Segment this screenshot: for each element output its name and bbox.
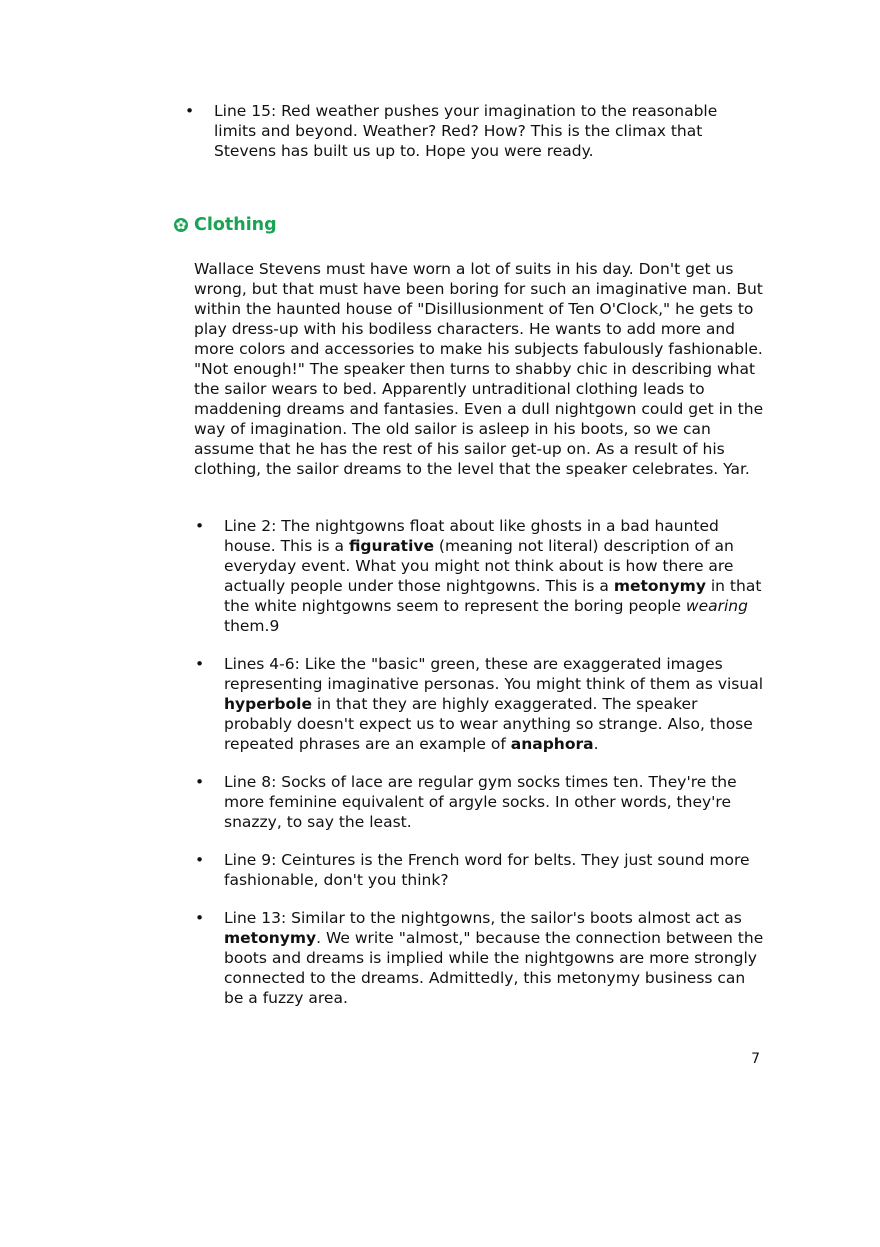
bullet-text: Line 15: Red weather pushes your imagination to the reasonable limits and beyond. Weather? Red? How? This is the climax that Stevens has built us up to. Hope you were ready.	[214, 102, 718, 160]
term-metonymy: metonymy	[224, 929, 317, 947]
bullet-text: .	[593, 735, 599, 753]
bullet-text: Line 8: Socks of lace are regular gym socks times ten. They're the more feminine equivalent of argyle socks. In other words, they're snazzy, to say the least.	[224, 773, 737, 831]
bullet-text: in that they are highly exaggerated. The speaker probably doesn't expect us to wear anything so strange. Also, those repeated phrases are an example of	[224, 695, 753, 753]
list-item	[194, 516, 764, 636]
term-figurative: figurative	[348, 537, 434, 555]
list-item	[194, 772, 764, 832]
section-title: Clothing	[194, 215, 277, 235]
clothing-bullet-list	[194, 516, 764, 1026]
bullet-text: them.9	[224, 617, 280, 635]
term-metonymy: metonymy	[613, 577, 706, 595]
list-item	[194, 850, 764, 890]
bullet-text: Lines 4-6: Like the "basic" green, these are exaggerated images representing imaginative personas. You might think of them as visual	[224, 655, 763, 693]
flower-icon	[174, 218, 188, 232]
bullet-text: Line 13: Similar to the nightgowns, the sailor's boots almost act as	[224, 909, 742, 927]
term-hyperbole: hyperbole	[224, 695, 312, 713]
bullet-text: Line 9: Ceintures is the French word for belts. They just sound more fashionable, don't you think?	[224, 851, 750, 889]
list-item	[194, 654, 764, 754]
list-item	[194, 908, 764, 1008]
list-item	[184, 101, 744, 161]
emphasis-wearing: wearing	[685, 597, 748, 615]
bullet-text: . We write "almost," because the connection between the boots and dreams is implied while the nightgowns are more strongly connected to the dreams. Admittedly, this metonymy business can be a fuzzy area.	[224, 929, 764, 1007]
intro-paragraph: Wallace Stevens must have worn a lot of suits in his day. Don't get us wrong, but that must have been boring for such an imaginative man. But within the haunted house of "Disillusionment of Ten O'Clock," he gets to play dress-up with his bodiless characters. He wants to add more and more colors and accessories to make his subjects fabulously fashionable. "Not enough!" The speaker then turns to shabby chic in describing what the sailor wears to bed. Apparently untraditional clothing leads to maddening dreams and fantasies. Even a dull nightgown could get in the way of imagination. The old sailor is asleep in his boots, so we can assume that he has the rest of his sailor get-up on. As a result of his clothing, the sailor dreams to the level that the speaker celebrates. Yar.	[194, 260, 764, 478]
bullet-text: in that the white nightgowns seem to represent the boring people	[224, 577, 762, 615]
top-bullet-list	[184, 101, 744, 161]
section-heading	[174, 214, 277, 236]
page-number: 7	[751, 1051, 760, 1067]
term-anaphora: anaphora	[510, 735, 594, 753]
bullet-text: Line 2: The nightgowns float about like ghosts in a bad haunted house. This is a	[224, 517, 719, 555]
bullet-text: (meaning not literal) description of an everyday event. What you might not think about is how there are actually people under those nightgowns. This is a	[224, 537, 734, 595]
